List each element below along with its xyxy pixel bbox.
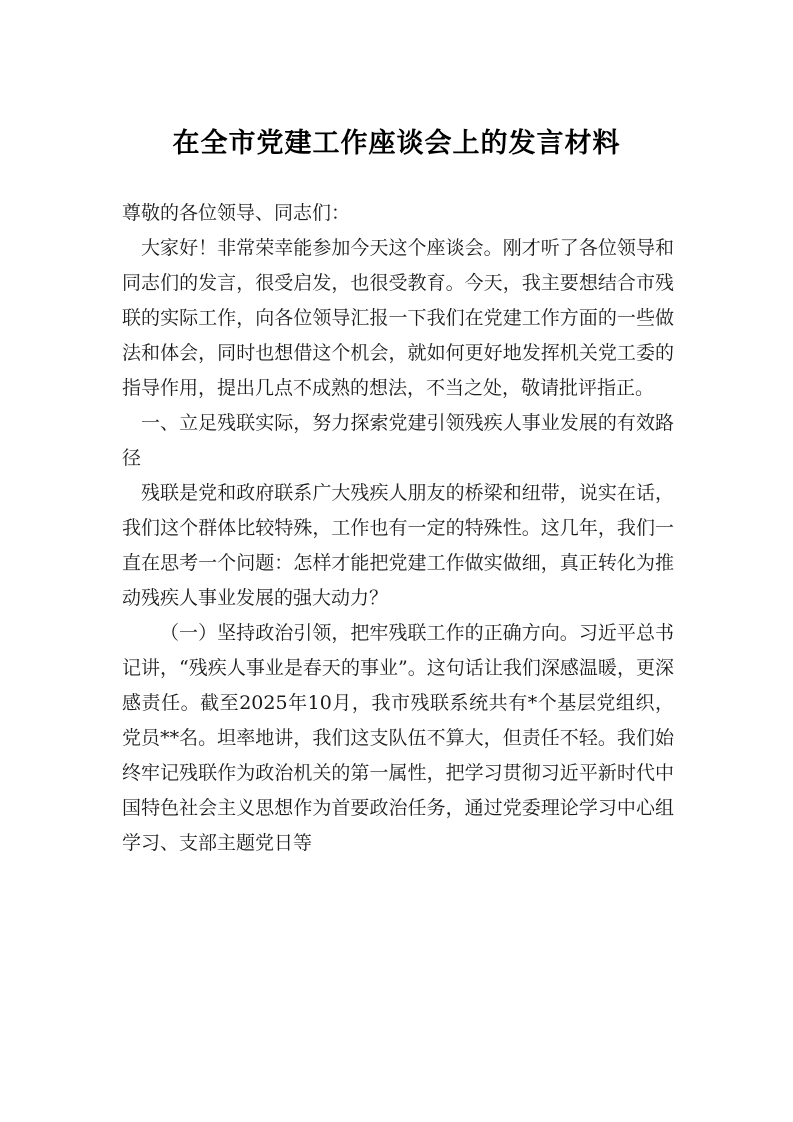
document-body bbox=[122, 196, 674, 861]
paragraph-opening: 大家好！非常荣幸能参加今天这个座谈会。刚才听了各位领导和同志们的发言，很受启发，也很受教育。今天，我主要想结合市残联的实际工作，向各位领导汇报一下我们在党建工作方面的一些做法和体会，同时也想借这个机会，就如何更好地发挥机关党工委的指导作用，提出几点不成熟的想法，不当之处，敬请批评指正。 bbox=[122, 237, 674, 399]
paragraph-subsection-1: （一）坚持政治引领，把牢残联工作的正确方向。习近平总书记讲，“残疾人事业是春天的事业”。这句话让我们深感温暖，更深感责任。截至2025年10月，我市残联系统共有*个基层党组织，党员**名。坦率地讲，我们这支队伍不算大，但责任不轻。我们始终牢记残联作为政治机关的第一属性，把学习贯彻习近平新时代中国特色社会主义思想作为首要政治任务，通过党委理论学习中心组学习、支部主题党日等 bbox=[122, 622, 674, 854]
salutation: 尊敬的各位领导、同志们： bbox=[122, 202, 351, 224]
document-title: 在全市党建工作座谈会上的发言材料 bbox=[172, 128, 621, 159]
section-heading-1: 一、立足残联实际，努力探索党建引领残疾人事业发展的有效路径 bbox=[122, 412, 674, 469]
paragraph-section-1-intro: 残联是党和政府联系广大残疾人朋友的桥梁和纽带，说实在话，我们这个群体比较特殊，工作也有一定的特殊性。这几年，我们一直在思考一个问题：怎样才能把党建工作做实做细，真正转化为推动残疾人事业发展的强大动力？ bbox=[122, 482, 674, 609]
